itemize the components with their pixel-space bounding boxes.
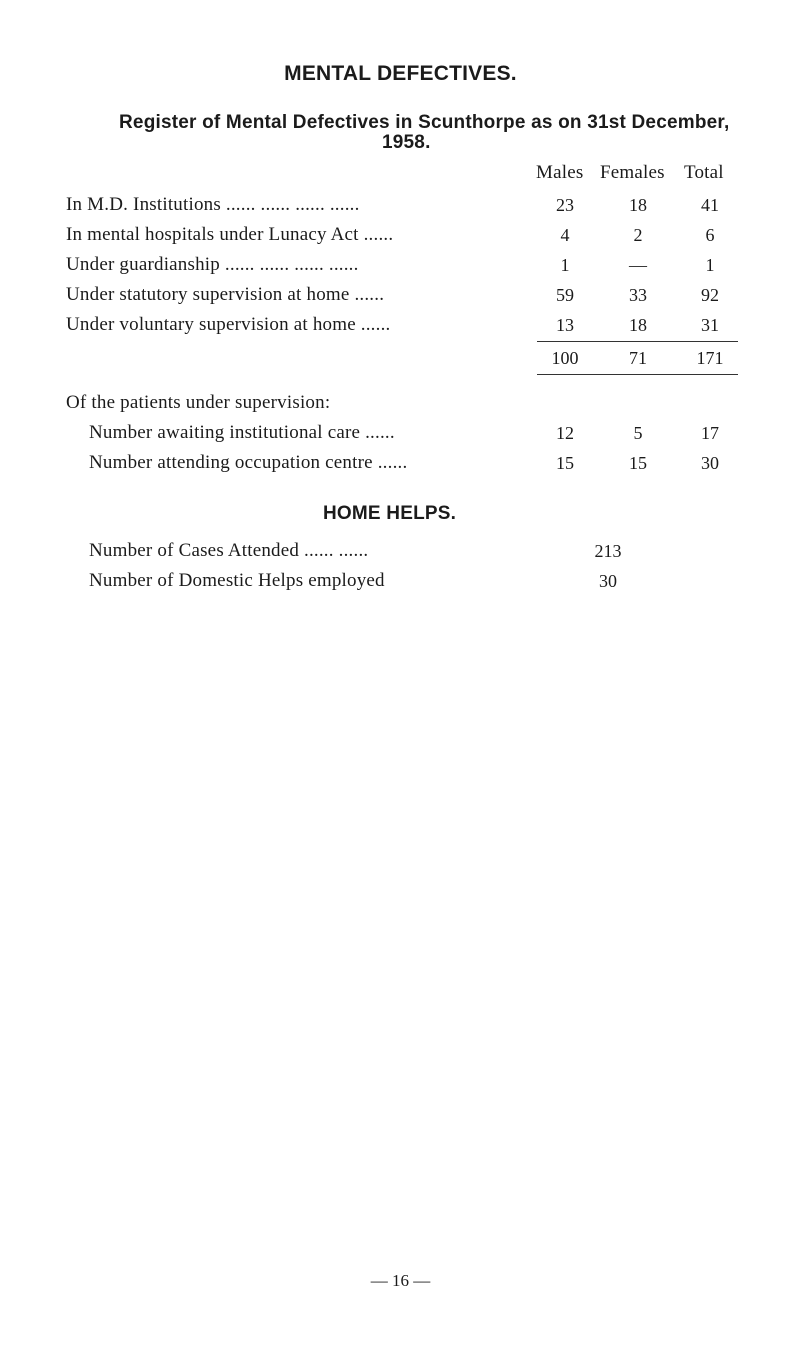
cell-total: 31 (701, 315, 719, 335)
cell-males: 23 (556, 195, 574, 215)
cell-females: — (629, 255, 647, 275)
page-number: — 16 — (370, 1271, 431, 1290)
column-header-males: Males (536, 162, 584, 183)
supervision-heading: Of the patients under supervision: (66, 392, 331, 413)
cell-grand-total: 171 (696, 348, 724, 368)
cell-total: 6 (705, 225, 715, 245)
row-label: Number awaiting institutional care ...... (89, 422, 395, 443)
row-label: In M.D. Institutions ...... ...... ...... ...... (66, 194, 360, 215)
home-helps-label: Number of Domestic Helps employed (89, 570, 385, 591)
cell-females: 33 (629, 285, 647, 305)
register-subtitle: Register of Mental Defectives in Scunthorpe as on 31st December, (119, 112, 730, 133)
column-header-total: Total (684, 162, 724, 183)
cell-total: 30 (701, 453, 719, 473)
cell-females: 18 (629, 195, 647, 215)
cell-total: 92 (701, 285, 719, 305)
cell-total: 1 (705, 255, 715, 275)
row-label: Under voluntary supervision at home ...... (66, 314, 391, 335)
register-subtitle-year: 1958. (382, 132, 431, 153)
cell-females: 5 (633, 423, 643, 443)
home-helps-label: Number of Cases Attended ...... ...... (89, 540, 369, 561)
row-label: Under guardianship ...... ...... ...... ...... (66, 254, 359, 275)
row-label: Under statutory supervision at home ...... (66, 284, 385, 305)
cell-males: 13 (556, 315, 574, 335)
cell-total-females: 71 (629, 348, 647, 368)
cell-females: 18 (629, 315, 647, 335)
row-label: In mental hospitals under Lunacy Act ...... (66, 224, 394, 245)
table-bottom-rule (537, 374, 738, 375)
cell-males: 12 (556, 423, 574, 443)
home-helps-value: 213 (594, 541, 622, 561)
cell-females: 2 (633, 225, 643, 245)
page-title: MENTAL DEFECTIVES. (284, 62, 517, 85)
cell-males: 15 (556, 453, 574, 473)
cell-total: 41 (701, 195, 719, 215)
table-divider-rule (537, 341, 738, 342)
cell-males: 4 (560, 225, 570, 245)
cell-females: 15 (629, 453, 647, 473)
column-header-females: Females (600, 162, 665, 183)
cell-males: 1 (560, 255, 570, 275)
cell-males: 59 (556, 285, 574, 305)
cell-total-males: 100 (551, 348, 579, 368)
home-helps-value: 30 (599, 571, 617, 591)
home-helps-title: HOME HELPS. (323, 503, 457, 524)
cell-total: 17 (701, 423, 719, 443)
row-label: Number attending occupation centre ...... (89, 452, 408, 473)
